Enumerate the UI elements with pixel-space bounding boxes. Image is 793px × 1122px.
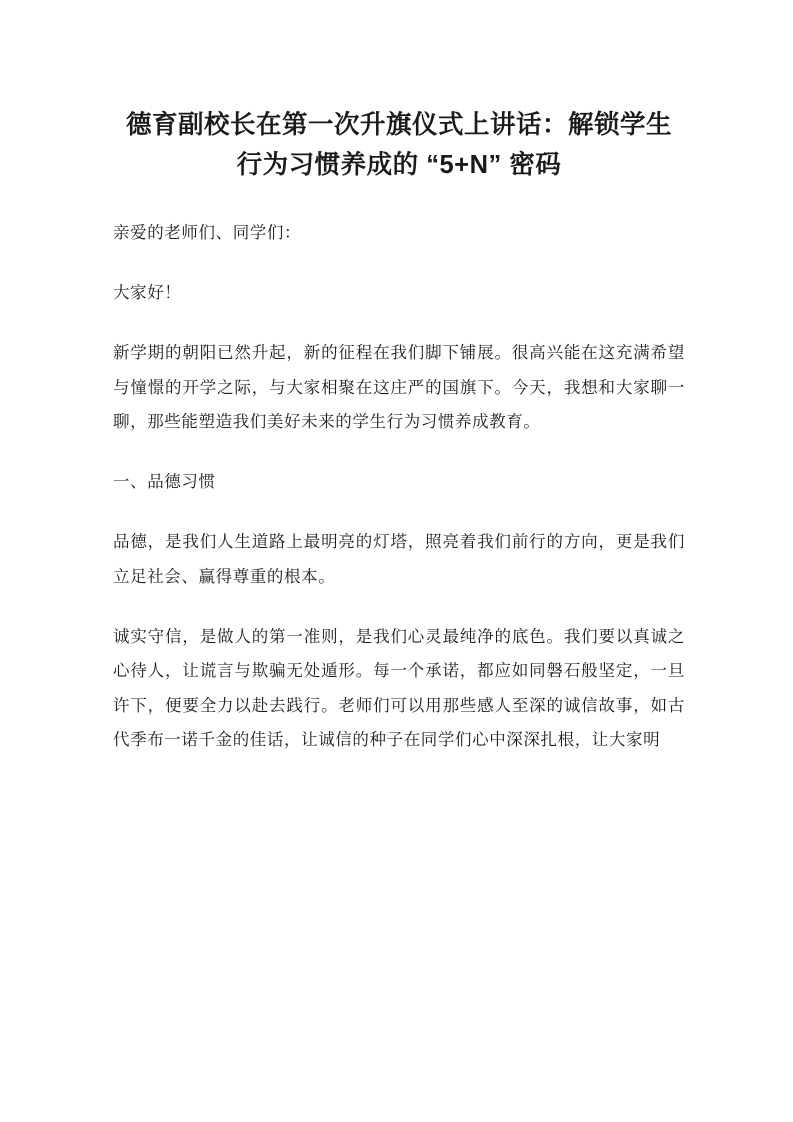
- paragraph-salutation: 亲爱的老师们、同学们：: [113, 222, 302, 242]
- paragraph-morality-lighthouse: 品德，是我们人生道路上最明亮的灯塔，照亮着我们前行的方向，更是我们立足社会、赢得尊重的根本。: [113, 532, 685, 586]
- document-body: [113, 216, 685, 758]
- paragraph-honesty: 诚实守信，是做人的第一准则，是我们心灵最纯净的底色。我们要以真诚之心待人，让谎言与欺骗无处遁形。每一个承诺，都应如同磐石般坚定，一旦许下，便要全力以赴去践行。老师们可以用那些感人至深的诚信故事，如古代季布一诺千金的佳话，让诚信的种子在同学们心中深深扎根，让大家明: [113, 627, 685, 749]
- document-title: 德育副校长在第一次升旗仪式上讲话：解锁学生行为习惯养成的 “5+N” 密码: [125, 111, 672, 180]
- paragraph-greeting: 大家好！: [113, 282, 182, 302]
- section-heading-one: 一、品德习惯: [113, 472, 216, 492]
- paragraph-intro: 新学期的朝阳已然升起，新的征程在我们脚下铺展。很高兴能在这充满希望与憧憬的开学之际，与大家相聚在这庄严的国旗下。今天，我想和大家聊一聊，那些能塑造我们美好未来的学生行为习惯养成教育。: [113, 343, 685, 431]
